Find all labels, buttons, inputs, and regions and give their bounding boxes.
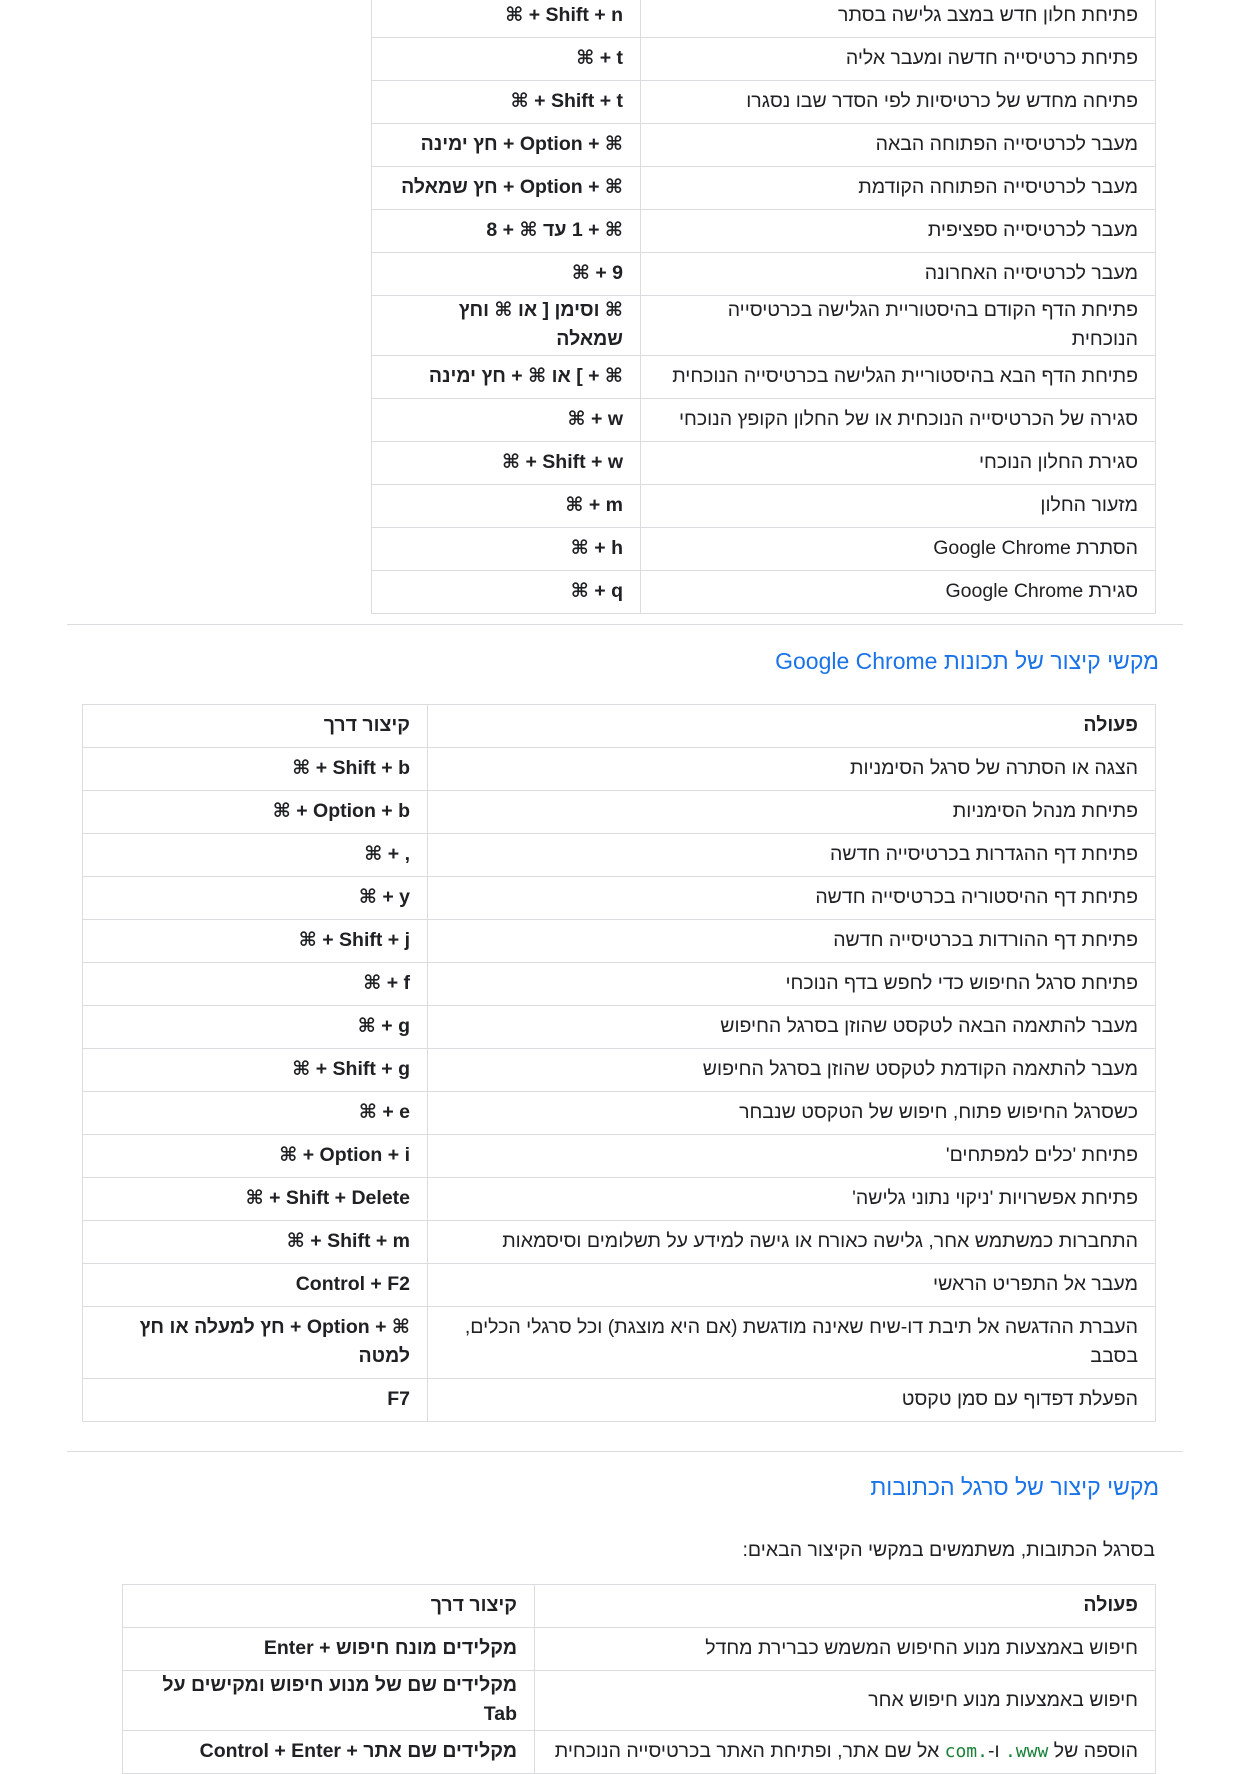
table-row bbox=[372, 167, 1156, 210]
action-cell: כשסרגל החיפוש פתוח, חיפוש של הטקסט שנבחר bbox=[428, 1092, 1156, 1135]
table-row bbox=[372, 296, 1156, 356]
table-row bbox=[83, 1307, 1156, 1379]
table-row bbox=[372, 0, 1156, 38]
table-row bbox=[83, 834, 1156, 877]
shortcut-cell: ⌘ + q bbox=[372, 570, 641, 613]
code-com: .com bbox=[944, 1740, 988, 1762]
shortcut-cell: ⌘ + Shift + Delete bbox=[83, 1178, 428, 1221]
table-row bbox=[83, 1221, 1156, 1264]
shortcut-cell: ⌘ + Shift + t bbox=[372, 81, 641, 124]
shortcut-cell: ⌘ + Shift + j bbox=[83, 920, 428, 963]
action-cell: פתיחת דף ההיסטוריה בכרטיסייה חדשה bbox=[428, 877, 1156, 920]
action-cell: חיפוש באמצעות מנוע החיפוש המשמש כברירת מחדל bbox=[535, 1628, 1156, 1671]
table-row bbox=[372, 124, 1156, 167]
shortcut-cell: ⌘ + ] או ⌘ + חץ ימינה bbox=[372, 355, 641, 398]
shortcut-cell: ⌘ + f bbox=[83, 963, 428, 1006]
chrome-features-shortcuts-table bbox=[82, 704, 1156, 1422]
table-row bbox=[83, 1049, 1156, 1092]
action-cell: הסתרת Google Chrome bbox=[641, 527, 1156, 570]
section-divider bbox=[67, 1451, 1183, 1452]
action-cell: מעבר לכרטיסייה הפתוחה הבאה bbox=[641, 124, 1156, 167]
shortcut-cell: F7 bbox=[83, 1378, 428, 1421]
table-row bbox=[123, 1730, 1156, 1773]
column-header-shortcut: קיצור דרך bbox=[123, 1585, 535, 1628]
table-row bbox=[372, 398, 1156, 441]
action-cell: מעבר לכרטיסייה ספציפית bbox=[641, 210, 1156, 253]
table-row bbox=[372, 210, 1156, 253]
shortcut-cell: ⌘ + e bbox=[83, 1092, 428, 1135]
shortcut-cell: מקלידים שם אתר + Control + Enter bbox=[123, 1730, 535, 1773]
action-cell: מזעור החלון bbox=[641, 484, 1156, 527]
shortcut-cell: ⌘ + m bbox=[372, 484, 641, 527]
action-cell: פתיחה מחדש של כרטיסיות לפי הסדר שבו נסגרו bbox=[641, 81, 1156, 124]
table-row bbox=[83, 1264, 1156, 1307]
column-header-action: פעולה bbox=[535, 1585, 1156, 1628]
column-header-shortcut: קיצור דרך bbox=[83, 705, 428, 748]
action-text: אל שם אתר, ופתיחת האתר בכרטיסייה הנוכחית bbox=[554, 1739, 940, 1762]
action-cell bbox=[535, 1730, 1156, 1773]
table-row bbox=[83, 877, 1156, 920]
action-cell: פתיחת 'כלים למפתחים' bbox=[428, 1135, 1156, 1178]
action-cell: פתיחת מנהל הסימניות bbox=[428, 791, 1156, 834]
shortcut-cell: ⌘ + Shift + m bbox=[83, 1221, 428, 1264]
shortcut-cell: ⌘ + t bbox=[372, 38, 641, 81]
action-cell: התחברות כמשתמש אחר, גלישה כאורח או גישה למידע על תשלומים וסיסמאות bbox=[428, 1221, 1156, 1264]
action-text: הוספה של bbox=[1053, 1739, 1138, 1762]
action-cell: מעבר להתאמה הקודמת לטקסט שהוזן בסרגל החיפוש bbox=[428, 1049, 1156, 1092]
shortcut-cell: ⌘ + Option + חץ ימינה bbox=[372, 124, 641, 167]
action-cell: פתיחת דף ההורדות בכרטיסייה חדשה bbox=[428, 920, 1156, 963]
table-row bbox=[123, 1628, 1156, 1671]
section-heading-address-bar: מקשי קיצור של סרגל הכתובות bbox=[870, 1474, 1159, 1500]
shortcut-cell: ⌘ + Shift + g bbox=[83, 1049, 428, 1092]
table-row bbox=[83, 791, 1156, 834]
action-cell: פתיחת דף ההגדרות בכרטיסייה חדשה bbox=[428, 834, 1156, 877]
action-cell: פתיחת הדף הבא בהיסטוריית הגלישה בכרטיסייה הנוכחית bbox=[641, 355, 1156, 398]
shortcut-cell: מקלידים מונח חיפוש + Enter bbox=[123, 1628, 535, 1671]
shortcut-cell: מקלידים שם של מנוע חיפוש ומקישים על Tab bbox=[123, 1671, 535, 1731]
action-cell: מעבר אל התפריט הראשי bbox=[428, 1264, 1156, 1307]
action-cell: מעבר לכרטיסייה הפתוחה הקודמת bbox=[641, 167, 1156, 210]
table-row bbox=[372, 355, 1156, 398]
table-row bbox=[372, 81, 1156, 124]
table-row bbox=[83, 1378, 1156, 1421]
action-cell: פתיחת סרגל החיפוש כדי לחפש בדף הנוכחי bbox=[428, 963, 1156, 1006]
action-cell: פתיחת אפשרויות 'ניקוי נתוני גלישה' bbox=[428, 1178, 1156, 1221]
section-divider bbox=[67, 624, 1183, 625]
table-row bbox=[372, 527, 1156, 570]
code-www: www. bbox=[1004, 1740, 1049, 1762]
table-row bbox=[83, 1135, 1156, 1178]
shortcut-cell: ⌘ + Option + b bbox=[83, 791, 428, 834]
action-text: ו- bbox=[987, 1739, 1000, 1762]
table-row bbox=[83, 920, 1156, 963]
table-header-row bbox=[83, 705, 1156, 748]
table-row bbox=[123, 1671, 1156, 1731]
shortcut-cell: ⌘ + Shift + n bbox=[372, 0, 641, 38]
shortcut-cell: ⌘ + 1 עד ⌘ + 8 bbox=[372, 210, 641, 253]
action-cell: מעבר להתאמה הבאה לטקסט שהוזן בסרגל החיפוש bbox=[428, 1006, 1156, 1049]
section-heading-chrome-features: מקשי קיצור של תכונות Google Chrome bbox=[775, 648, 1159, 674]
table-row bbox=[83, 1006, 1156, 1049]
table-row bbox=[372, 441, 1156, 484]
table-row bbox=[83, 1092, 1156, 1135]
action-cell: פתיחת כרטיסייה חדשה ומעבר אליה bbox=[641, 38, 1156, 81]
table-row bbox=[372, 570, 1156, 613]
action-cell: פתיחת הדף הקודם בהיסטוריית הגלישה בכרטיסייה הנוכחית bbox=[641, 296, 1156, 356]
shortcut-cell: ⌘ + , bbox=[83, 834, 428, 877]
table-header-row bbox=[123, 1585, 1156, 1628]
action-cell: הצגה או הסתרה של סרגל הסימניות bbox=[428, 748, 1156, 791]
shortcut-cell: ⌘ + w bbox=[372, 398, 641, 441]
shortcut-cell: ⌘ + g bbox=[83, 1006, 428, 1049]
table-row bbox=[83, 1178, 1156, 1221]
action-cell: סגירת Google Chrome bbox=[641, 570, 1156, 613]
table-row bbox=[372, 253, 1156, 296]
action-cell: פתיחת חלון חדש במצב גלישה בסתר bbox=[641, 0, 1156, 38]
section-intro-text: בסרגל הכתובות, משתמשים במקשי הקיצור הבאים: bbox=[742, 1539, 1155, 1561]
action-cell: סגירת החלון הנוכחי bbox=[641, 441, 1156, 484]
shortcut-cell: ⌘ + Shift + b bbox=[83, 748, 428, 791]
action-cell: מעבר לכרטיסייה האחרונה bbox=[641, 253, 1156, 296]
table-row bbox=[372, 38, 1156, 81]
shortcut-cell: ⌘ וסימן [ או ⌘ וחץ שמאלה bbox=[372, 296, 641, 356]
table-row bbox=[83, 963, 1156, 1006]
action-cell: העברת ההדגשה אל תיבת דו-שיח שאינה מודגשת (אם היא מוצגת) וכל סרגלי הכלים, בסבב bbox=[428, 1307, 1156, 1379]
table-row bbox=[83, 748, 1156, 791]
shortcut-cell: ⌘ + Option + חץ שמאלה bbox=[372, 167, 641, 210]
action-cell: חיפוש באמצעות מנוע חיפוש אחר bbox=[535, 1671, 1156, 1731]
shortcut-cell: ⌘ + y bbox=[83, 877, 428, 920]
action-cell: סגירה של הכרטיסייה הנוכחית או של החלון הקופץ הנוכחי bbox=[641, 398, 1156, 441]
shortcut-cell: Control + F2 bbox=[83, 1264, 428, 1307]
shortcut-cell: ⌘ + 9 bbox=[372, 253, 641, 296]
shortcut-cell: ⌘ + Option + i bbox=[83, 1135, 428, 1178]
address-bar-shortcuts-table bbox=[122, 1584, 1156, 1774]
action-cell: הפעלת דפדוף עם סמן טקסט bbox=[428, 1378, 1156, 1421]
shortcut-cell: ⌘ + h bbox=[372, 527, 641, 570]
shortcut-cell: ⌘ + Option + חץ למעלה או חץ למטה bbox=[83, 1307, 428, 1379]
window-tab-shortcuts-table bbox=[371, 0, 1156, 614]
table-row bbox=[372, 484, 1156, 527]
column-header-action: פעולה bbox=[428, 705, 1156, 748]
shortcut-cell: ⌘ + Shift + w bbox=[372, 441, 641, 484]
